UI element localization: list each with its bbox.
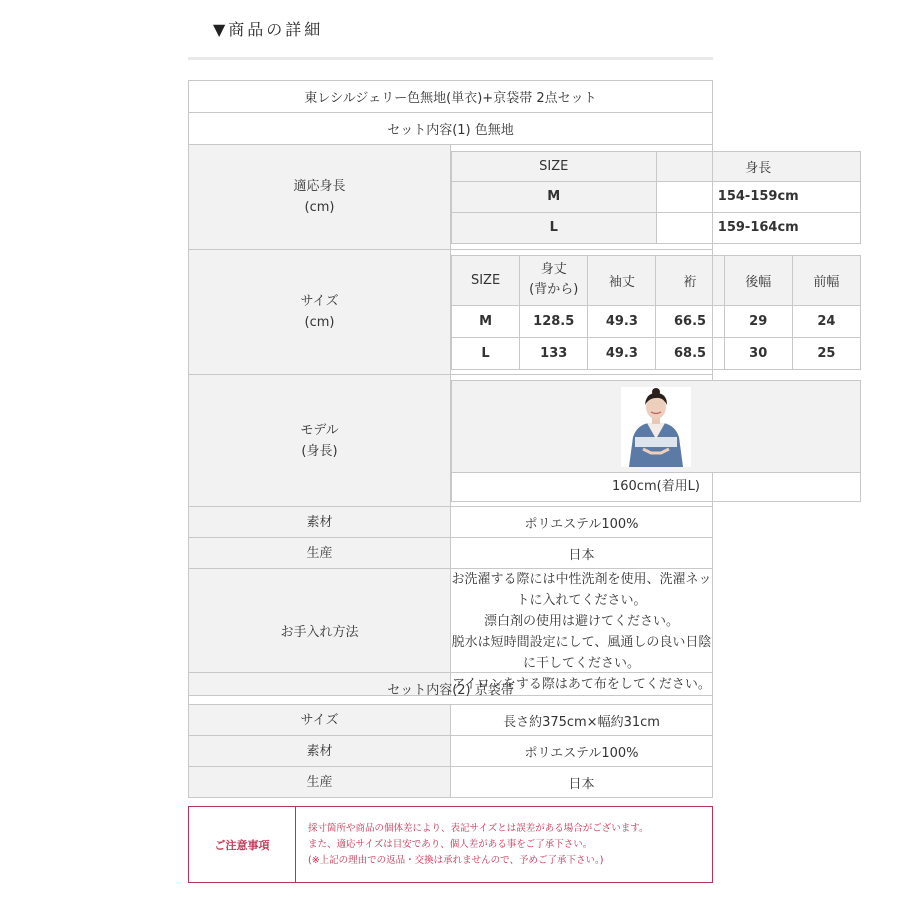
size-header-line: 身丈 [540, 262, 567, 277]
material-value: ポリエステル100% [451, 507, 713, 538]
size-table [451, 255, 861, 370]
size-cell-value: 30 [724, 337, 792, 369]
size-header: 後幅 [724, 255, 792, 305]
obi-spec-table [188, 672, 713, 798]
model-photo [621, 387, 691, 467]
set-title: 東レシルジェリー色無地(単衣)+京袋帯 2点セット [189, 81, 713, 113]
title-divider [188, 57, 713, 60]
fit-header-height: 身長 [656, 151, 861, 181]
care-line: お洗濯する際には中性洗剤を使用、洗濯ネットに入れてください。 [451, 572, 712, 608]
size-cell [451, 250, 840, 375]
model-label-line2: (身長) [301, 443, 338, 459]
size-header: 袖丈 [588, 255, 656, 305]
size-cell-value: 128.5 [520, 305, 588, 337]
fit-header-size: SIZE [452, 151, 657, 181]
care-label: お手入れ方法 [189, 569, 451, 696]
size-cell-value: 25 [792, 337, 860, 369]
size-label-line1: サイズ [300, 294, 339, 309]
size-header: 裄 [656, 255, 724, 305]
model-caption: 160cm(着用L) [452, 472, 860, 501]
size-row [452, 337, 861, 369]
model-label [189, 375, 451, 507]
care-line: 脱水は短時間設定にして、風通しの良い日陰に干してください。 [451, 635, 712, 671]
care-line: 漂白剤の使用は避けてください。 [483, 614, 679, 629]
model-cell [451, 375, 713, 507]
size-header [520, 255, 588, 305]
fit-label-line2: (cm) [304, 200, 335, 215]
origin-label: 生産 [189, 538, 451, 569]
size-cell-value: 133 [520, 337, 588, 369]
model-box [451, 380, 861, 502]
size-header: SIZE [452, 255, 520, 305]
fit-cell [451, 145, 799, 250]
size-row [452, 305, 861, 337]
size-header-line: (背から) [529, 282, 579, 297]
care-line: アイロンをする際はあて布をしてください。 [452, 677, 711, 692]
notice-box [188, 806, 713, 883]
fit-row-height: 154-159cm [656, 181, 861, 212]
size-cell-value: 49.3 [588, 337, 656, 369]
model-label-line1: モデル [300, 422, 339, 438]
obi-material-value: ポリエステル100% [451, 736, 713, 767]
notice-line: (※上記の理由での返品・交換は承れませんので、予めご了承下さい。) [308, 854, 604, 866]
notice-label: ご注意事項 [189, 807, 296, 883]
fit-table [451, 151, 861, 244]
size-header: 前幅 [792, 255, 860, 305]
notice-line: また、適応サイズは目安であり、個人差がある事をご了承下さい。 [308, 838, 593, 850]
model-image-area [452, 381, 860, 472]
material-label: 素材 [189, 507, 451, 538]
fit-label [189, 145, 451, 250]
size-cell-value: 49.3 [588, 305, 656, 337]
size-label-line2: (cm) [304, 315, 335, 330]
origin-value: 日本 [451, 538, 713, 569]
size-label [189, 250, 451, 375]
size-cell-value: 29 [724, 305, 792, 337]
obi-size-label: サイズ [189, 705, 451, 736]
size-cell-value: 66.5 [656, 305, 724, 337]
size-cell-value: M [452, 305, 520, 337]
fit-row-size: L [452, 212, 657, 243]
section-title: ▼商品の詳細 [213, 20, 324, 39]
part1-title: セット内容(1) 色無地 [189, 113, 713, 145]
fit-row-size: M [452, 181, 657, 212]
obi-origin-label: 生産 [189, 767, 451, 798]
size-cell-value: 68.5 [656, 337, 724, 369]
part2-title: セット内容(2) 京袋帯 [189, 673, 713, 705]
obi-origin-value: 日本 [451, 767, 713, 798]
fit-row-height: 159-164cm [656, 212, 861, 243]
notice-line: 採寸箇所や商品の個体差により、表記サイズとは誤差がある場合がございます。 [308, 822, 649, 834]
size-cell-value: L [452, 337, 520, 369]
product-spec-table [188, 80, 840, 696]
size-cell-value: 24 [792, 305, 860, 337]
obi-size-value: 長さ約375cm×幅約31cm [451, 705, 713, 736]
notice-text [296, 807, 713, 883]
obi-material-label: 素材 [189, 736, 451, 767]
fit-label-line1: 適応身長 [293, 179, 346, 194]
